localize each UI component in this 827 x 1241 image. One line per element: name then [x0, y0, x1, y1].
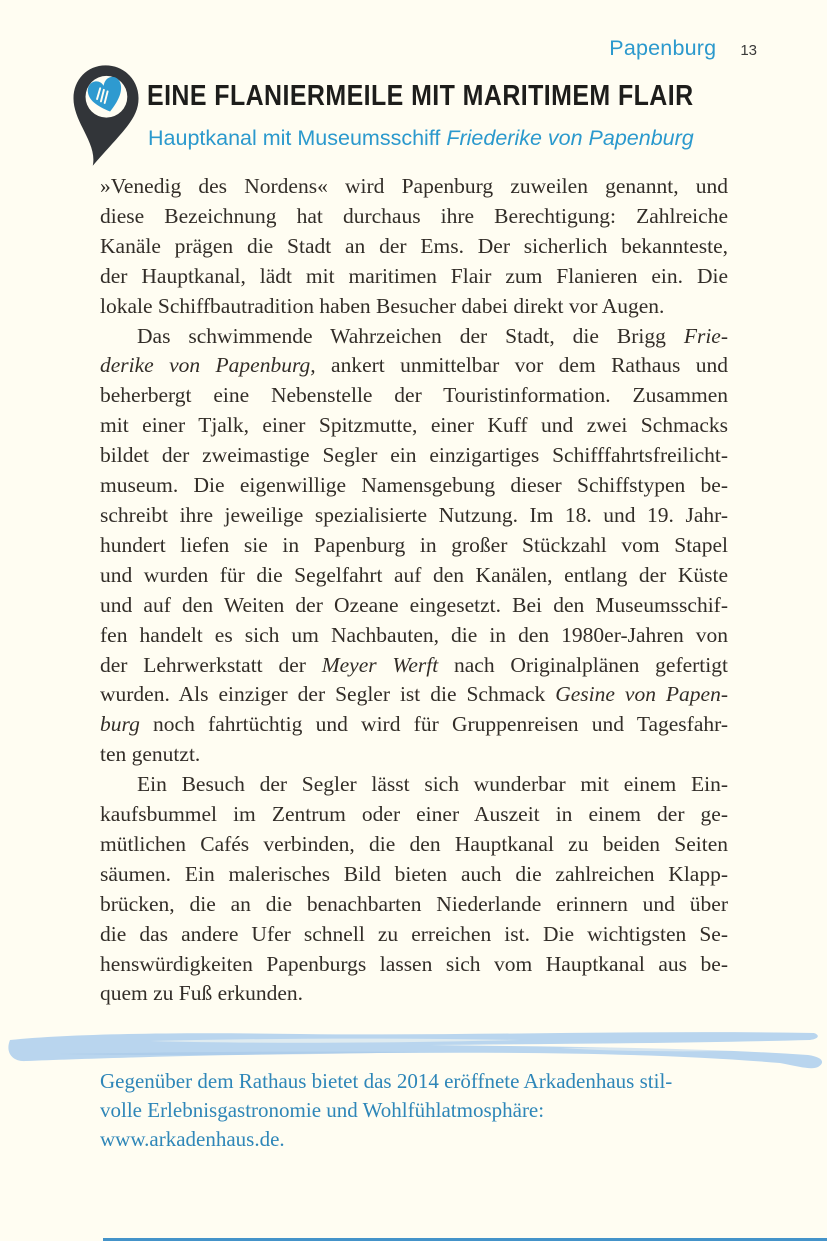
body-line: museum. Die eigenwillige Namensgebung dieser Schiffstypen be-: [100, 473, 728, 498]
info-url[interactable]: www.arkadenhaus.de.: [100, 1127, 285, 1151]
body-line: henswürdigkeiten Papenburgs lassen sich vom Hauptkanal aus be-: [100, 951, 728, 976]
body-line: diese Bezeichnung hat durchaus ihre Berechtigung: Zahlreiche: [100, 203, 728, 228]
section-label: Papenburg: [609, 36, 717, 60]
chapter-subtitle: [148, 126, 694, 151]
body-line: burg noch fahrtüchtig und wird für Gruppenreisen und Tagesfahr-: [100, 712, 728, 737]
location-pin-icon: [63, 63, 145, 169]
body-line: quem zu Fuß erkunden.: [100, 981, 304, 1006]
body-line: beherbergt eine Nebenstelle der Touristinformation. Zusammen: [100, 383, 728, 408]
info-line: volle Erlebnisgastronomie und Wohlfühlatmosphäre:: [100, 1098, 545, 1122]
body-text: [100, 172, 728, 1009]
body-line: Das schwimmende Wahrzeichen der Stadt, die Brigg Frie-: [137, 323, 728, 348]
body-line: die das andere Ufer schnell zu erreichen ist. Die wichtigsten Se-: [100, 921, 728, 946]
body-line: »Venedig des Nordens« wird Papenburg zuweilen genannt, und: [100, 174, 728, 198]
body-line: lokale Schiffbautradition haben Besucher dabei direkt vor Augen.: [100, 293, 665, 318]
body-line: kaufsbummel im Zentrum oder einer Auszeit in einem der ge-: [100, 802, 728, 827]
body-line: fen handelt es sich um Nachbauten, die in den 1980er-Jahren von: [100, 622, 728, 647]
body-line: Ein Besuch der Segler lässt sich wunderbar mit einem Ein-: [137, 772, 728, 797]
body-line: schreibt ihre jeweilige spezialisierte Nutzung. Im 18. und 19. Jahr-: [100, 502, 728, 527]
info-box: [100, 1067, 740, 1154]
chapter-title: EINE FLANIERMEILE MIT MARITIMEM FLAIR: [147, 80, 694, 112]
body-line: hundert liefen sie in Papenburg in großer Stückzahl vom Stapel: [100, 532, 728, 557]
body-line: ten genutzt.: [100, 742, 201, 767]
body-line: bildet der zweimastige Segler ein einzigartiges Schifffahrtsfreilicht-: [100, 443, 728, 468]
body-line: der Hauptkanal, lädt mit maritimen Flair zum Flanieren ein. Die: [100, 263, 728, 288]
body-line: und auf den Weiten der Ozeane eingesetzt. Bei den Museumsschif-: [100, 592, 728, 617]
page-number: 13: [740, 42, 757, 59]
body-line: säumen. Ein malerisches Bild bieten auch die zahlreichen Klapp-: [100, 861, 728, 886]
info-line: Gegenüber dem Rathaus bietet das 2014 eröffnete Arkadenhaus stil-: [100, 1069, 673, 1093]
body-line: mit einer Tjalk, einer Spitzmutte, einer Kuff und zwei Schmacks: [100, 413, 728, 438]
body-line: wurden. Als einziger der Segler ist die Schmack Gesine von Papen-: [100, 682, 728, 707]
body-line: derike von Papenburg, ankert unmittelbar vor dem Rathaus und: [100, 353, 728, 378]
running-header: [0, 36, 757, 61]
body-line: mütlichen Cafés verbinden, die den Hauptkanal zu beiden Seiten: [100, 831, 728, 856]
subtitle-regular: Hauptkanal mit Museumsschiff: [148, 126, 447, 150]
body-line: der Lehrwerkstatt der Meyer Werft nach Originalplänen gefertigt: [100, 652, 728, 677]
body-line: brücken, die an die benachbarten Niederlande erinnern und über: [100, 891, 728, 916]
subtitle-ship-name: Friederike von Papenburg: [446, 126, 694, 150]
body-line: Kanäle prägen die Stadt an der Ems. Der sicherlich bekannteste,: [100, 233, 728, 258]
body-line: und wurden für die Segelfahrt auf den Kanälen, entlang der Küste: [100, 562, 728, 587]
